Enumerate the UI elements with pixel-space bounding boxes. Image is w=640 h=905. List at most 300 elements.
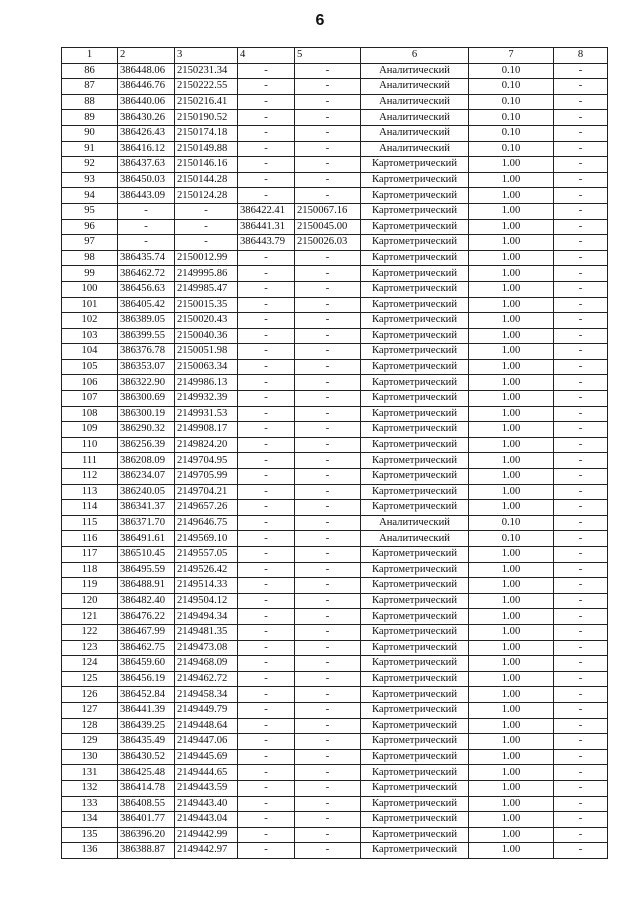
- note-cell: -: [554, 702, 608, 718]
- point-number-cell: 122: [62, 624, 118, 640]
- accuracy-cell: 1.00: [469, 547, 554, 563]
- x-coordinate-alt-cell: -: [238, 63, 295, 79]
- x-coordinate-cell: 386459.60: [118, 656, 175, 672]
- point-number-cell: 94: [62, 188, 118, 204]
- point-number-cell: 105: [62, 359, 118, 375]
- method-cell: 6: [361, 48, 469, 64]
- x-coordinate-alt-cell: -: [238, 375, 295, 391]
- table-row: [62, 63, 608, 79]
- note-cell: -: [554, 359, 608, 375]
- accuracy-cell: 0.10: [469, 515, 554, 531]
- y-coordinate-cell: 2149481.35: [175, 624, 238, 640]
- point-number-cell: 128: [62, 718, 118, 734]
- accuracy-cell: 0.10: [469, 79, 554, 95]
- x-coordinate-cell: 386300.19: [118, 406, 175, 422]
- note-cell: -: [554, 203, 608, 219]
- method-cell: Картометрический: [361, 266, 469, 282]
- y-coordinate-cell: 2149443.59: [175, 780, 238, 796]
- y-coordinate-alt-cell: -: [295, 531, 361, 547]
- x-coordinate-alt-cell: -: [238, 188, 295, 204]
- x-coordinate-cell: 386476.22: [118, 609, 175, 625]
- method-cell: Картометрический: [361, 796, 469, 812]
- y-coordinate-cell: 2149932.39: [175, 391, 238, 407]
- point-number-cell: 99: [62, 266, 118, 282]
- y-coordinate-alt-cell: -: [295, 515, 361, 531]
- table-row: [62, 531, 608, 547]
- x-coordinate-cell: 386446.76: [118, 79, 175, 95]
- method-cell: Картометрический: [361, 780, 469, 796]
- point-number-cell: 93: [62, 172, 118, 188]
- y-coordinate-alt-cell: -: [295, 391, 361, 407]
- x-coordinate-alt-cell: -: [238, 531, 295, 547]
- note-cell: -: [554, 157, 608, 173]
- note-cell: -: [554, 562, 608, 578]
- method-cell: Картометрический: [361, 718, 469, 734]
- note-cell: -: [554, 391, 608, 407]
- x-coordinate-alt-cell: -: [238, 609, 295, 625]
- method-cell: Картометрический: [361, 297, 469, 313]
- note-cell: -: [554, 671, 608, 687]
- y-coordinate-alt-cell: -: [295, 453, 361, 469]
- accuracy-cell: 1.00: [469, 734, 554, 750]
- method-cell: Аналитический: [361, 94, 469, 110]
- point-number-cell: 113: [62, 484, 118, 500]
- x-coordinate-cell: 386405.42: [118, 297, 175, 313]
- table-row: [62, 578, 608, 594]
- note-cell: -: [554, 110, 608, 126]
- method-cell: Картометрический: [361, 562, 469, 578]
- point-number-cell: 92: [62, 157, 118, 173]
- point-number-cell: 100: [62, 281, 118, 297]
- y-coordinate-alt-cell: -: [295, 250, 361, 266]
- table-row: [62, 453, 608, 469]
- y-coordinate-alt-cell: -: [295, 796, 361, 812]
- table-row: [62, 266, 608, 282]
- method-cell: Картометрический: [361, 157, 469, 173]
- accuracy-cell: 1.00: [469, 827, 554, 843]
- x-coordinate-cell: 386416.12: [118, 141, 175, 157]
- method-cell: Картометрический: [361, 422, 469, 438]
- accuracy-cell: 1.00: [469, 656, 554, 672]
- x-coordinate-cell: 386341.37: [118, 500, 175, 516]
- point-number-cell: 88: [62, 94, 118, 110]
- y-coordinate-cell: -: [175, 203, 238, 219]
- point-number-cell: 117: [62, 547, 118, 563]
- accuracy-cell: 1.00: [469, 562, 554, 578]
- accuracy-cell: 1.00: [469, 266, 554, 282]
- x-coordinate-alt-cell: -: [238, 141, 295, 157]
- y-coordinate-cell: 2149705.99: [175, 469, 238, 485]
- note-cell: -: [554, 94, 608, 110]
- table-row: [62, 702, 608, 718]
- point-number-cell: 121: [62, 609, 118, 625]
- x-coordinate-cell: 386430.52: [118, 749, 175, 765]
- y-coordinate-alt-cell: -: [295, 110, 361, 126]
- y-coordinate-cell: 2149473.08: [175, 640, 238, 656]
- x-coordinate-cell: 386456.19: [118, 671, 175, 687]
- point-number-cell: 123: [62, 640, 118, 656]
- y-coordinate-alt-cell: 2150026.03: [295, 235, 361, 251]
- method-cell: Картометрический: [361, 656, 469, 672]
- x-coordinate-cell: 386426.43: [118, 125, 175, 141]
- method-cell: Картометрический: [361, 328, 469, 344]
- x-coordinate-alt-cell: -: [238, 780, 295, 796]
- point-number-cell: 90: [62, 125, 118, 141]
- accuracy-cell: 1.00: [469, 453, 554, 469]
- y-coordinate-alt-cell: 2150045.00: [295, 219, 361, 235]
- x-coordinate-alt-cell: -: [238, 656, 295, 672]
- x-coordinate-cell: 386488.91: [118, 578, 175, 594]
- accuracy-cell: 1.00: [469, 344, 554, 360]
- x-coordinate-cell: -: [118, 203, 175, 219]
- method-cell: Аналитический: [361, 125, 469, 141]
- point-number-cell: 127: [62, 702, 118, 718]
- note-cell: -: [554, 469, 608, 485]
- y-coordinate-cell: -: [175, 235, 238, 251]
- y-coordinate-cell: 2150190.52: [175, 110, 238, 126]
- point-number-cell: 101: [62, 297, 118, 313]
- accuracy-cell: 1.00: [469, 609, 554, 625]
- note-cell: -: [554, 578, 608, 594]
- x-coordinate-cell: 386290.32: [118, 422, 175, 438]
- x-coordinate-cell: 386399.55: [118, 328, 175, 344]
- note-cell: 8: [554, 48, 608, 64]
- point-number-cell: 103: [62, 328, 118, 344]
- note-cell: -: [554, 250, 608, 266]
- point-number-cell: 111: [62, 453, 118, 469]
- y-coordinate-cell: 2150149.88: [175, 141, 238, 157]
- y-coordinate-alt-cell: -: [295, 687, 361, 703]
- method-cell: Картометрический: [361, 734, 469, 750]
- x-coordinate-cell: 386491.61: [118, 531, 175, 547]
- x-coordinate-cell: 386388.87: [118, 843, 175, 859]
- method-cell: Картометрический: [361, 749, 469, 765]
- y-coordinate-alt-cell: -: [295, 734, 361, 750]
- table-row: [62, 640, 608, 656]
- y-coordinate-alt-cell: -: [295, 593, 361, 609]
- note-cell: -: [554, 780, 608, 796]
- method-cell: Картометрический: [361, 188, 469, 204]
- table-row: [62, 671, 608, 687]
- note-cell: -: [554, 328, 608, 344]
- x-coordinate-cell: 386462.72: [118, 266, 175, 282]
- y-coordinate-cell: 2150222.55: [175, 79, 238, 95]
- method-cell: Картометрический: [361, 375, 469, 391]
- x-coordinate-alt-cell: -: [238, 266, 295, 282]
- note-cell: -: [554, 219, 608, 235]
- x-coordinate-cell: 386495.59: [118, 562, 175, 578]
- table-row: [62, 313, 608, 329]
- method-cell: Аналитический: [361, 531, 469, 547]
- table-row: [62, 734, 608, 750]
- accuracy-cell: 1.00: [469, 188, 554, 204]
- table-row: [62, 547, 608, 563]
- method-cell: Картометрический: [361, 281, 469, 297]
- table-row: [62, 624, 608, 640]
- accuracy-cell: 1.00: [469, 702, 554, 718]
- y-coordinate-cell: 2150174.18: [175, 125, 238, 141]
- point-number-cell: 115: [62, 515, 118, 531]
- note-cell: -: [554, 172, 608, 188]
- note-cell: -: [554, 297, 608, 313]
- note-cell: -: [554, 79, 608, 95]
- method-cell: Картометрический: [361, 406, 469, 422]
- table-row: [62, 562, 608, 578]
- x-coordinate-cell: 386425.48: [118, 765, 175, 781]
- accuracy-cell: 1.00: [469, 671, 554, 687]
- x-coordinate-cell: 386401.77: [118, 812, 175, 828]
- y-coordinate-alt-cell: -: [295, 718, 361, 734]
- y-coordinate-alt-cell: -: [295, 749, 361, 765]
- y-coordinate-alt-cell: -: [295, 188, 361, 204]
- note-cell: -: [554, 593, 608, 609]
- y-coordinate-alt-cell: -: [295, 125, 361, 141]
- note-cell: -: [554, 484, 608, 500]
- accuracy-cell: 1.00: [469, 422, 554, 438]
- method-cell: Картометрический: [361, 578, 469, 594]
- accuracy-cell: 0.10: [469, 125, 554, 141]
- method-cell: Картометрический: [361, 469, 469, 485]
- x-coordinate-cell: 386450.03: [118, 172, 175, 188]
- x-coordinate-alt-cell: -: [238, 578, 295, 594]
- method-cell: Картометрический: [361, 827, 469, 843]
- accuracy-cell: 0.10: [469, 141, 554, 157]
- point-number-cell: 108: [62, 406, 118, 422]
- table-header-row: [62, 48, 608, 64]
- method-cell: Картометрический: [361, 609, 469, 625]
- note-cell: -: [554, 515, 608, 531]
- point-number-cell: 125: [62, 671, 118, 687]
- accuracy-cell: 1.00: [469, 796, 554, 812]
- method-cell: Картометрический: [361, 250, 469, 266]
- x-coordinate-cell: 386396.20: [118, 827, 175, 843]
- coordinates-table: [61, 47, 608, 859]
- y-coordinate-cell: 2150124.28: [175, 188, 238, 204]
- y-coordinate-alt-cell: -: [295, 562, 361, 578]
- accuracy-cell: 1.00: [469, 359, 554, 375]
- y-coordinate-cell: 2150051.98: [175, 344, 238, 360]
- accuracy-cell: 0.10: [469, 531, 554, 547]
- point-number-cell: 110: [62, 437, 118, 453]
- x-coordinate-alt-cell: -: [238, 391, 295, 407]
- table-row: [62, 687, 608, 703]
- y-coordinate-alt-cell: -: [295, 469, 361, 485]
- x-coordinate-alt-cell: -: [238, 172, 295, 188]
- method-cell: Картометрический: [361, 640, 469, 656]
- note-cell: -: [554, 749, 608, 765]
- x-coordinate-cell: 386208.09: [118, 453, 175, 469]
- x-coordinate-cell: 386234.07: [118, 469, 175, 485]
- point-number-cell: 118: [62, 562, 118, 578]
- method-cell: Картометрический: [361, 203, 469, 219]
- note-cell: -: [554, 796, 608, 812]
- point-number-cell: 112: [62, 469, 118, 485]
- table-row: [62, 812, 608, 828]
- x-coordinate-alt-cell: -: [238, 515, 295, 531]
- x-coordinate-alt-cell: -: [238, 79, 295, 95]
- x-coordinate-cell: 386467.99: [118, 624, 175, 640]
- point-number-cell: 104: [62, 344, 118, 360]
- y-coordinate-cell: 2149442.97: [175, 843, 238, 859]
- point-number-cell: 97: [62, 235, 118, 251]
- x-coordinate-alt-cell: 4: [238, 48, 295, 64]
- y-coordinate-cell: 2149504.12: [175, 593, 238, 609]
- accuracy-cell: 1.00: [469, 718, 554, 734]
- accuracy-cell: 1.00: [469, 578, 554, 594]
- x-coordinate-alt-cell: -: [238, 827, 295, 843]
- table-row: [62, 406, 608, 422]
- y-coordinate-cell: 2149514.33: [175, 578, 238, 594]
- note-cell: -: [554, 453, 608, 469]
- y-coordinate-alt-cell: -: [295, 484, 361, 500]
- y-coordinate-alt-cell: -: [295, 765, 361, 781]
- method-cell: Картометрический: [361, 687, 469, 703]
- table-row: [62, 157, 608, 173]
- x-coordinate-alt-cell: -: [238, 359, 295, 375]
- accuracy-cell: 1.00: [469, 500, 554, 516]
- note-cell: -: [554, 406, 608, 422]
- x-coordinate-alt-cell: -: [238, 344, 295, 360]
- point-number-cell: 106: [62, 375, 118, 391]
- note-cell: -: [554, 843, 608, 859]
- y-coordinate-alt-cell: -: [295, 609, 361, 625]
- method-cell: Аналитический: [361, 141, 469, 157]
- method-cell: Картометрический: [361, 484, 469, 500]
- point-number-cell: 95: [62, 203, 118, 219]
- x-coordinate-alt-cell: -: [238, 484, 295, 500]
- table-row: [62, 172, 608, 188]
- y-coordinate-cell: 2149908.17: [175, 422, 238, 438]
- y-coordinate-cell: 2149557.05: [175, 547, 238, 563]
- note-cell: -: [554, 531, 608, 547]
- y-coordinate-alt-cell: -: [295, 79, 361, 95]
- method-cell: Картометрический: [361, 172, 469, 188]
- accuracy-cell: 1.00: [469, 469, 554, 485]
- table-row: [62, 250, 608, 266]
- x-coordinate-alt-cell: -: [238, 749, 295, 765]
- x-coordinate-cell: 386353.07: [118, 359, 175, 375]
- note-cell: -: [554, 656, 608, 672]
- accuracy-cell: 1.00: [469, 203, 554, 219]
- table-row: [62, 749, 608, 765]
- x-coordinate-alt-cell: -: [238, 422, 295, 438]
- x-coordinate-cell: 2: [118, 48, 175, 64]
- table-row: [62, 780, 608, 796]
- point-number-cell: 129: [62, 734, 118, 750]
- point-number-cell: 126: [62, 687, 118, 703]
- y-coordinate-alt-cell: -: [295, 157, 361, 173]
- table-row: [62, 219, 608, 235]
- y-coordinate-alt-cell: -: [295, 437, 361, 453]
- x-coordinate-alt-cell: -: [238, 718, 295, 734]
- accuracy-cell: 1.00: [469, 593, 554, 609]
- method-cell: Картометрический: [361, 235, 469, 251]
- y-coordinate-cell: 2149986.13: [175, 375, 238, 391]
- y-coordinate-alt-cell: -: [295, 375, 361, 391]
- x-coordinate-alt-cell: -: [238, 640, 295, 656]
- method-cell: Аналитический: [361, 79, 469, 95]
- y-coordinate-alt-cell: -: [295, 578, 361, 594]
- x-coordinate-cell: 386435.49: [118, 734, 175, 750]
- method-cell: Картометрический: [361, 843, 469, 859]
- y-coordinate-cell: 2149494.34: [175, 609, 238, 625]
- x-coordinate-alt-cell: 386443.79: [238, 235, 295, 251]
- y-coordinate-cell: 2149931.53: [175, 406, 238, 422]
- x-coordinate-alt-cell: -: [238, 547, 295, 563]
- y-coordinate-cell: 2150020.43: [175, 313, 238, 329]
- y-coordinate-alt-cell: -: [295, 656, 361, 672]
- y-coordinate-alt-cell: -: [295, 406, 361, 422]
- y-coordinate-alt-cell: -: [295, 500, 361, 516]
- x-coordinate-cell: 386456.63: [118, 281, 175, 297]
- note-cell: -: [554, 547, 608, 563]
- accuracy-cell: 1.00: [469, 687, 554, 703]
- x-coordinate-cell: 386437.63: [118, 157, 175, 173]
- accuracy-cell: 1.00: [469, 157, 554, 173]
- x-coordinate-alt-cell: -: [238, 406, 295, 422]
- x-coordinate-cell: 386441.39: [118, 702, 175, 718]
- x-coordinate-alt-cell: -: [238, 157, 295, 173]
- table-row: [62, 344, 608, 360]
- accuracy-cell: 1.00: [469, 484, 554, 500]
- note-cell: -: [554, 687, 608, 703]
- y-coordinate-cell: 2149468.09: [175, 656, 238, 672]
- point-number-cell: 96: [62, 219, 118, 235]
- table-row: [62, 203, 608, 219]
- point-number-cell: 119: [62, 578, 118, 594]
- table-row: [62, 391, 608, 407]
- table-row: [62, 515, 608, 531]
- point-number-cell: 133: [62, 796, 118, 812]
- x-coordinate-alt-cell: -: [238, 313, 295, 329]
- point-number-cell: 86: [62, 63, 118, 79]
- y-coordinate-cell: 2149995.86: [175, 266, 238, 282]
- x-coordinate-alt-cell: -: [238, 297, 295, 313]
- accuracy-cell: 1.00: [469, 749, 554, 765]
- x-coordinate-alt-cell: -: [238, 94, 295, 110]
- point-number-cell: 87: [62, 79, 118, 95]
- y-coordinate-cell: -: [175, 219, 238, 235]
- x-coordinate-alt-cell: -: [238, 437, 295, 453]
- method-cell: Картометрический: [361, 313, 469, 329]
- table-row: [62, 375, 608, 391]
- note-cell: -: [554, 765, 608, 781]
- accuracy-cell: 1.00: [469, 172, 554, 188]
- x-coordinate-cell: 386256.39: [118, 437, 175, 453]
- accuracy-cell: 1.00: [469, 328, 554, 344]
- y-coordinate-alt-cell: -: [295, 281, 361, 297]
- note-cell: -: [554, 375, 608, 391]
- note-cell: -: [554, 281, 608, 297]
- accuracy-cell: 1.00: [469, 281, 554, 297]
- y-coordinate-alt-cell: -: [295, 640, 361, 656]
- y-coordinate-cell: 2149448.64: [175, 718, 238, 734]
- note-cell: -: [554, 235, 608, 251]
- point-number-cell: 134: [62, 812, 118, 828]
- y-coordinate-alt-cell: -: [295, 94, 361, 110]
- method-cell: Картометрический: [361, 453, 469, 469]
- accuracy-cell: 1.00: [469, 765, 554, 781]
- table-row: [62, 141, 608, 157]
- accuracy-cell: 1.00: [469, 313, 554, 329]
- accuracy-cell: 1.00: [469, 406, 554, 422]
- y-coordinate-alt-cell: -: [295, 313, 361, 329]
- note-cell: -: [554, 827, 608, 843]
- x-coordinate-cell: 386300.69: [118, 391, 175, 407]
- x-coordinate-cell: -: [118, 219, 175, 235]
- table-row: [62, 718, 608, 734]
- table-row: [62, 328, 608, 344]
